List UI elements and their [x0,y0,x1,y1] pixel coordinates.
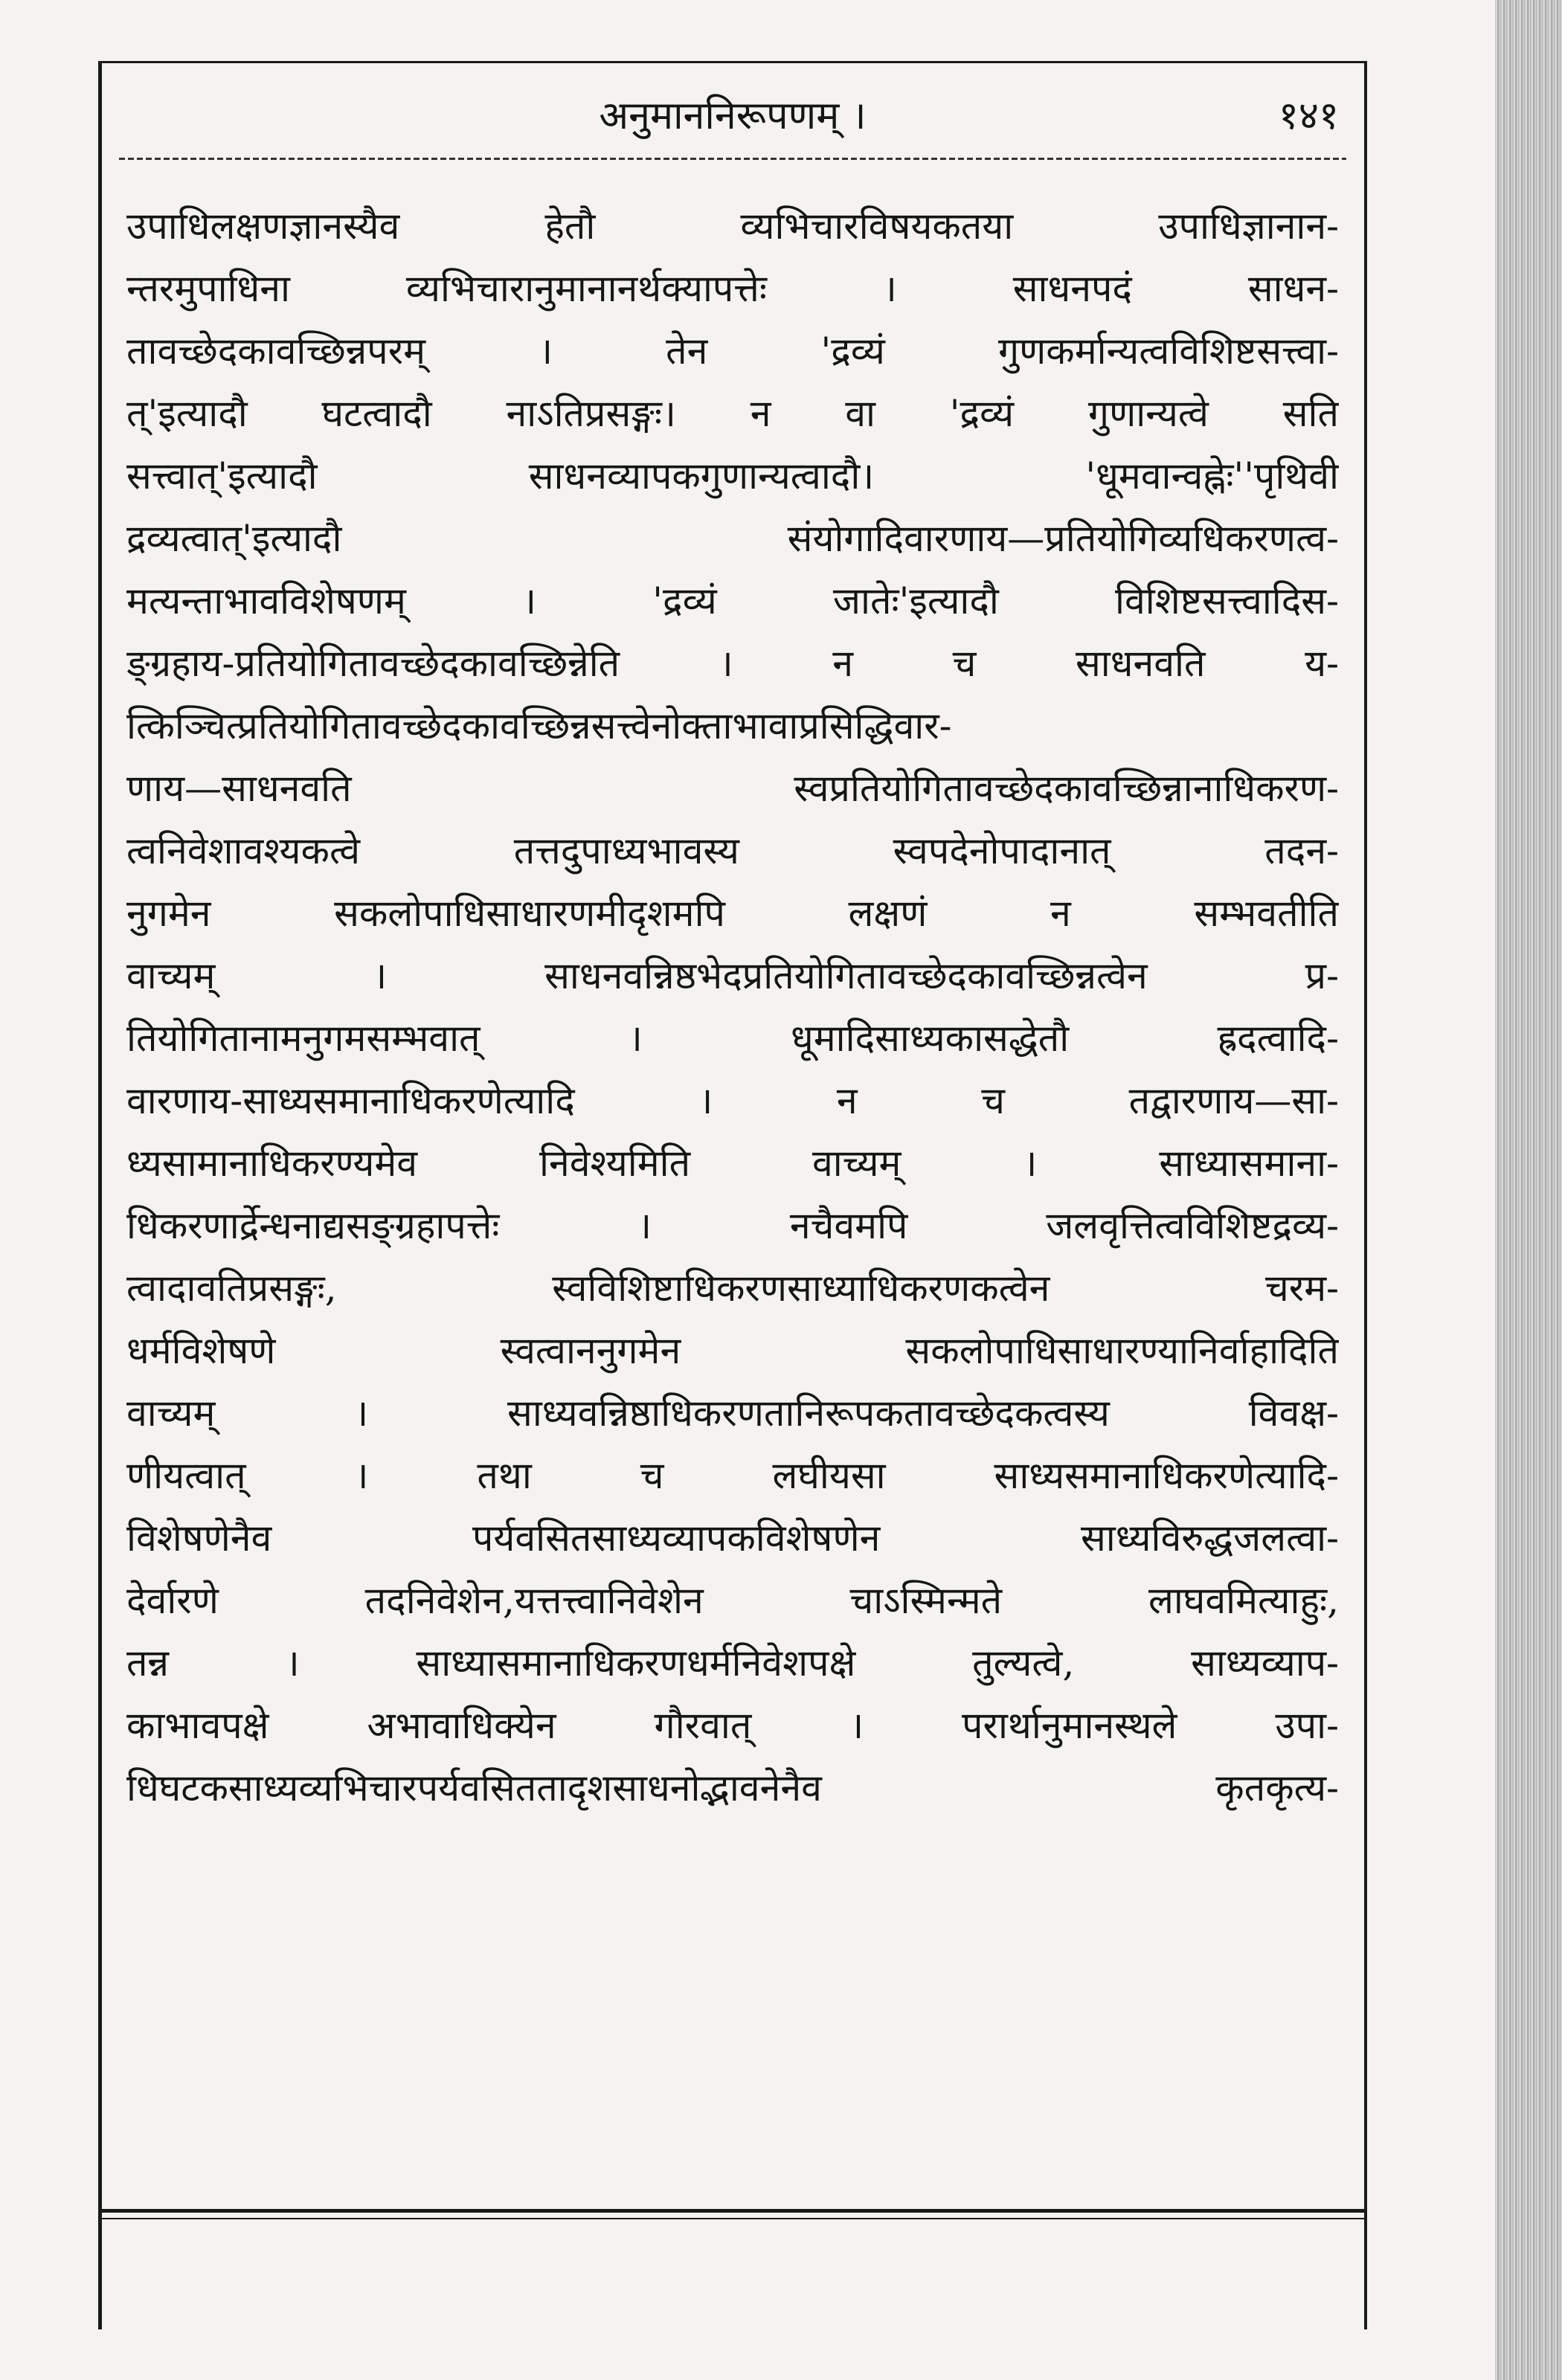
page-number: १४१ [1278,94,1339,138]
bottom-rule-thin [98,2218,1367,2219]
running-title: अनुमाननिरूपणम् । [599,94,867,138]
text-line: धर्मविशेषणे स्वत्वाननुगमेन सकलोपाधिसाधारण्यानिर्वाहादिति [126,1329,1339,1372]
text-line: वारणाय-साध्यसमानाधिकरणेत्यादि । न च तद्वारणाय—सा- [126,1079,1339,1122]
text-line: तावच्छेदकावच्छिन्नपरम् । तेन 'द्रव्यं गुणकर्मान्यत्वविशिष्टसत्त्वा- [126,329,1339,373]
text-line: न्तरमुपाधिना व्यभिचारानुमानानर्थक्यापत्तेः । साधनपदं साधन- [126,267,1339,310]
text-line: तियोगितानामनुगमसम्भवात् । धूमादिसाध्यकासद्धेतौ ह्रदत्वादि- [126,1017,1339,1060]
text-line: सत्त्वात्'इत्यादौ साधनव्यापकगुणान्यत्वादौ। 'धूमवान्वह्नेः''पृथिवी [126,454,1339,498]
text-line: त्'इत्यादौ घटत्वादौ नाऽतिप्रसङ्गः। न वा 'द्रव्यं गुणान्यत्वे सति [126,392,1339,435]
page-header [119,88,1346,155]
text-line: त्वादावतिप्रसङ्गः, स्वविशिष्टाधिकरणसाध्याधिकरणकत्वेन चरम- [126,1267,1339,1310]
header-divider [119,158,1346,160]
text-line: देर्वारणे तदनिवेशेन,यत्तत्त्वानिवेशेन चाऽस्मिन्मते लाघवमित्याहुः, [126,1579,1339,1622]
text-line: त्वनिवेशावश्यकत्वे तत्तदुपाध्यभावस्य स्वपदेनोपादानात् तदन- [126,829,1339,872]
text-line: काभावपक्षे अभावाधिक्येन गौरवात् । परार्थानुमानस्थले उपा- [126,1704,1339,1747]
text-line: मत्यन्ताभावविशेषणम् । 'द्रव्यं जातेः'इत्यादौ विशिष्टसत्त्वादिस- [126,579,1339,623]
body-text [126,195,1339,1819]
text-line: धिघटकसाध्यव्यभिचारपर्यवसिततादृशसाधनोद्भावनेनैव कृतकृत्य- [126,1766,1339,1810]
text-line: वाच्यम् । साध्यवन्निष्ठाधिकरणतानिरूपकतावच्छेदकत्वस्य विवक्ष- [126,1392,1339,1435]
text-line: त्किञ्चित्प्रतियोगितावच्छेदकावच्छिन्नसत्त्वेनोक्ताभावाप्रसिद्धिवार- [126,704,952,747]
text-line: उपाधिलक्षणज्ञानस्यैव हेतौ व्यभिचारविषयकतया उपाधिज्ञानान- [126,205,1339,248]
text-line: द्रव्यत्वात्'इत्यादौ संयोगादिवारणाय—प्रतियोगिव्यधिकरणत्व- [126,517,1339,560]
text-line: णीयत्वात् । तथा च लघीयसा साध्यसमानाधिकरणेत्यादि- [126,1454,1339,1497]
text-line: ङ्ग्रहाय-प्रतियोगितावच्छेदकावच्छिन्नेति । न च साधनवति य- [126,642,1339,685]
text-line: ध्यसामानाधिकरण्यमेव निवेश्यमिति वाच्यम् । साध्यासमाना- [126,1142,1339,1185]
book-spine-edge [1495,0,1562,2380]
text-line: विशेषणेनैव पर्यवसितसाध्यव्यापकविशेषणेन साध्यविरुद्धजलत्वा- [126,1517,1339,1560]
text-line: णाय—साधनवति स्वप्रतियोगितावच्छेदकावच्छिन्नानाधिकरण- [126,767,1339,810]
text-line: नुगमेन सकलोपाधिसाधारणमीदृशमपि लक्षणं न सम्भवतीति [126,892,1339,935]
text-line: वाच्यम् । साधनवन्निष्ठभेदप्रतियोगितावच्छेदकावच्छिन्नत्वेन प्र- [126,954,1339,997]
text-line: तन्न । साध्यासमानाधिकरणधर्मनिवेशपक्षे तुल्यत्वे, साध्यव्याप- [126,1641,1339,1685]
text-line: धिकरणार्द्रेन्धनाद्यसङ्ग्रहापत्तेः । नचैवमपि जलवृत्तित्वविशिष्टद्रव्य- [126,1204,1339,1247]
bottom-rule [98,2209,1367,2213]
